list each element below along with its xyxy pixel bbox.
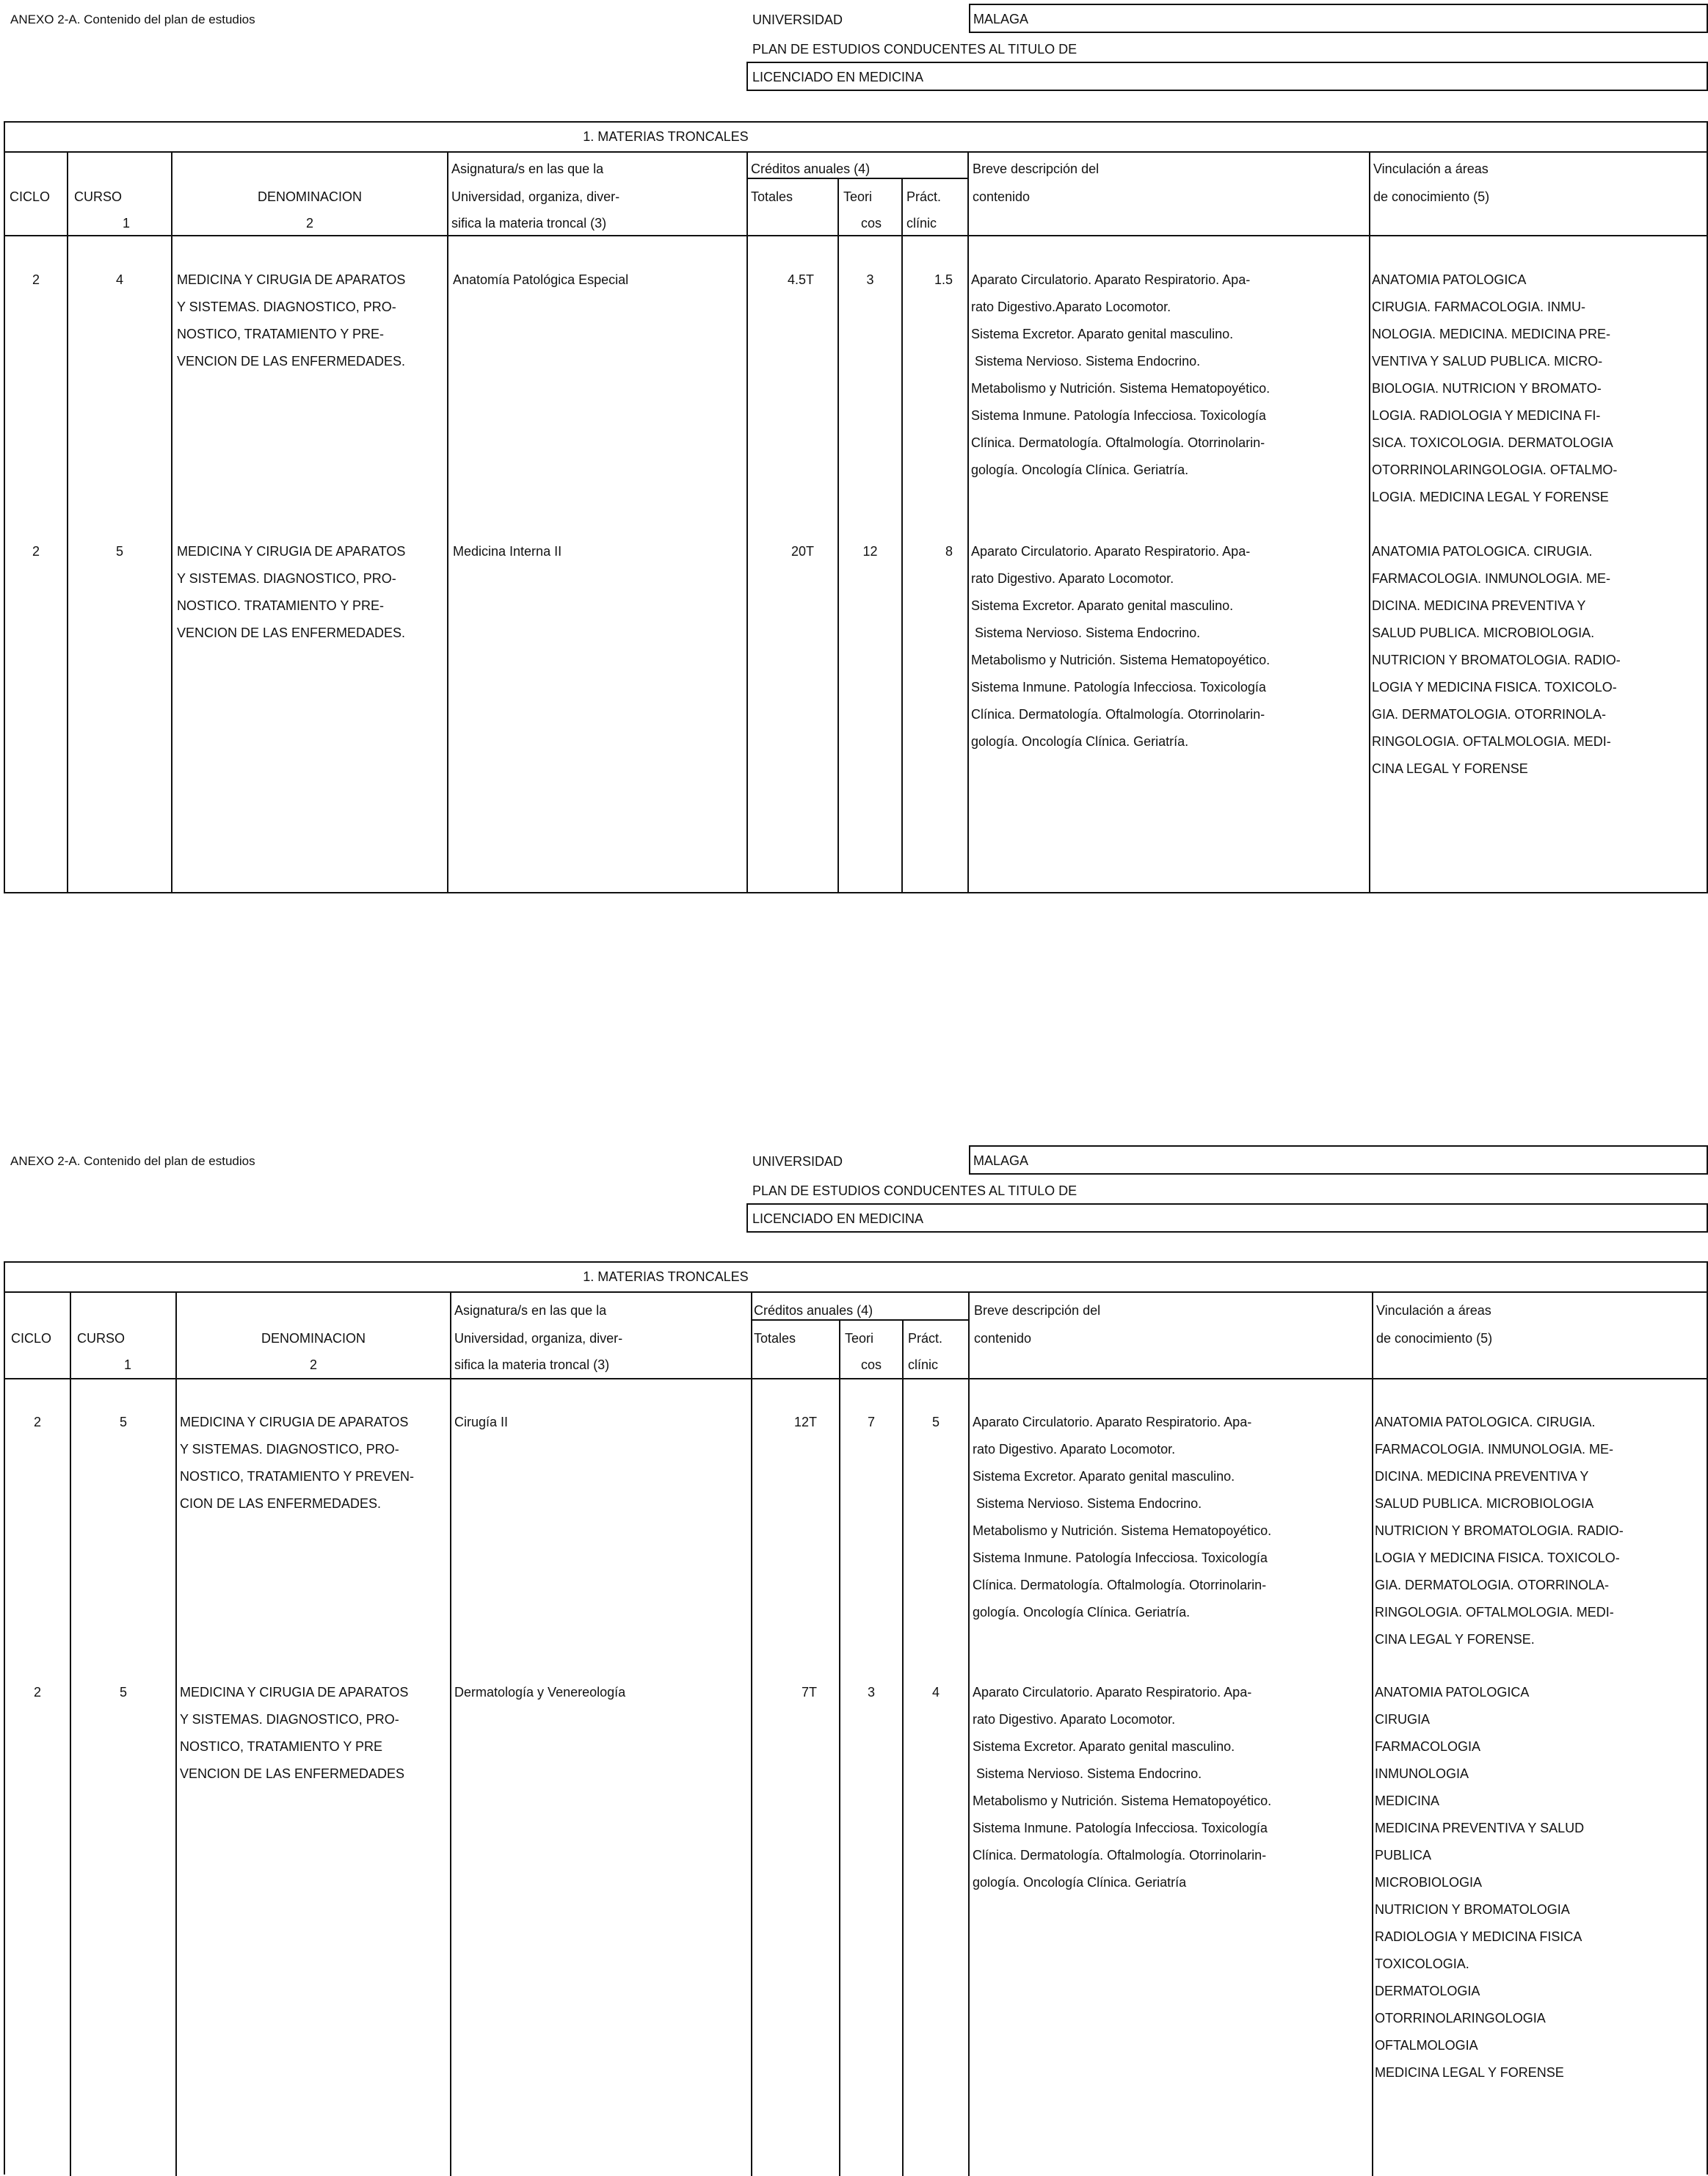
col-rule <box>447 151 448 892</box>
cell-descripcion: Aparato Circulatorio. Aparato Respiratorio. Apa- rato Digestivo. Aparato Locomotor. Sistema Excretor. Aparato genital masculino. Sistema Nervioso. Sistema Endocrino. Metabolismo y Nutrición. Sistema Hematopoyético. Sistema Inmune. Patología Infecciosa. Toxicología Clínica. Dermatología. Oftalmología. Otorrinolarin- gología. Oncología Clínica. Geriatría. <box>971 544 1271 749</box>
col-asig-1: Asignatura/s en las que la <box>451 162 604 176</box>
col-denominacion: DENOMINACION <box>261 1331 366 1346</box>
cell-asignatura: Medicina Interna II <box>453 544 562 559</box>
cell-descripcion: Aparato Circulatorio. Aparato Respiratorio. Apa- rato Digestivo. Aparato Locomotor. Sistema Excretor. Aparato genital masculino. Sistema Nervioso. Sistema Endocrino. Metabolismo y Nutrición. Sistema Hematopoyético. Sistema Inmune. Patología Infecciosa. Toxicología Clínica. Dermatología. Oftalmología. Otorrinolarin- gología. Oncología Clínica. Geriatría. <box>973 1415 1272 1620</box>
col-rule <box>967 151 969 892</box>
col-rule <box>839 1319 840 2176</box>
rule <box>751 1319 970 1321</box>
col-curso-num: 1 <box>124 1357 132 1372</box>
cell-areas: ANATOMIA PATOLOGICA CIRUGIA FARMACOLOGIA INMUNOLOGIA MEDICINA MEDICINA PREVENTIVA Y SALUD PUBLICA MICROBIOLOGIA NUTRICION Y BROMATOLOGIA RADIOLOGIA Y MEDICINA FISICA TOXICOLOGIA. DERMATOLOGIA OTORRINOLARINGOLOGIA OFTALMOLOGIA MEDICINA LEGAL Y FORENSE <box>1375 1685 1585 2080</box>
col-rule <box>67 151 68 892</box>
universidad-box <box>969 4 1708 33</box>
col-totales: Totales <box>754 1331 796 1346</box>
col-ciclo: CICLO <box>11 1331 52 1346</box>
col-denominacion-num: 2 <box>309 1357 317 1372</box>
col-ciclo: CICLO <box>10 189 51 204</box>
troncales-table <box>4 121 1708 893</box>
col-rule <box>902 1319 904 2176</box>
universidad-box <box>969 1145 1708 1175</box>
universidad-label: UNIVERSIDAD <box>752 1154 843 1169</box>
section-title: 1. MATERIAS TRONCALES <box>583 129 749 144</box>
col-vinc-2: de conocimiento (5) <box>1373 189 1490 204</box>
cell-denominacion: MEDICINA Y CIRUGIA DE APARATOS Y SISTEMAS. DIAGNOSTICO, PRO- NOSTICO. TRATAMIENTO Y PRE- VENCION DE LAS ENFERMEDADES. <box>177 544 406 640</box>
cell-asignatura: Cirugía II <box>454 1415 509 1429</box>
col-rule <box>1369 151 1370 892</box>
cell-practicos: 5 <box>931 1415 940 1429</box>
rule <box>5 1378 1707 1379</box>
cell-areas: ANATOMIA PATOLOGICA. CIRUGIA. FARMACOLOGIA. INMUNOLOGIA. ME- DICINA. MEDICINA PREVENTIVA Y SALUD PUBLICA. MICROBIOLOGIA NUTRICION Y BROMATOLOGIA. RADIO- LOGIA Y MEDICINA FISICA. TOXICOLO- GIA. DERMATOLOGIA. OTORRINOLA- RINGOLOGIA. OFTALMOLOGIA. MEDI- CINA LEGAL Y FORENSE. <box>1375 1415 1624 1647</box>
cell-teoricos: 3 <box>866 272 874 287</box>
col-pract-1: Práct. <box>906 189 942 204</box>
rule <box>746 178 969 179</box>
col-breve-2: contenido <box>973 189 1031 204</box>
col-curso: CURSO <box>77 1331 126 1346</box>
cell-ciclo: 2 <box>32 544 40 559</box>
col-asig-2: Universidad, organiza, diver- <box>451 189 620 204</box>
cell-denominacion: MEDICINA Y CIRUGIA DE APARATOS Y SISTEMAS. DIAGNOSTICO, PRO- NOSTICO, TRATAMIENTO Y PRE VENCION DE LAS ENFERMEDADES <box>180 1685 409 1781</box>
cell-practicos: 1.5 <box>934 272 953 287</box>
cell-curso: 5 <box>119 1415 127 1429</box>
col-pract-1: Práct. <box>908 1331 943 1346</box>
col-creditos: Créditos anuales (4) <box>751 162 871 176</box>
col-pract-2: clínic <box>906 216 937 231</box>
col-vinc-1: Vinculación a áreas <box>1376 1303 1491 1318</box>
cell-curso: 5 <box>119 1685 127 1700</box>
col-rule <box>746 151 748 892</box>
plan-box <box>746 62 1708 91</box>
col-rule <box>1372 1291 1373 2176</box>
cell-ciclo: 2 <box>33 1685 41 1700</box>
plan-value: LICENCIADO EN MEDICINA <box>752 70 924 84</box>
col-vinc-2: de conocimiento (5) <box>1376 1331 1493 1346</box>
col-rule <box>450 1291 451 2176</box>
rule <box>5 1291 1707 1293</box>
cell-areas: ANATOMIA PATOLOGICA. CIRUGIA. FARMACOLOGIA. INMUNOLOGIA. ME- DICINA. MEDICINA PREVENTIVA Y SALUD PUBLICA. MICROBIOLOGIA. NUTRICION Y BROMATOLOGIA. RADIO- LOGIA Y MEDICINA FISICA. TOXICOLO- GIA. DERMATOLOGIA. OTORRINOLA- RINGOLOGIA. OFTALMOLOGIA. MEDI- CINA LEGAL Y FORENSE <box>1372 544 1621 776</box>
cell-curso: 4 <box>115 272 123 287</box>
col-denominacion: DENOMINACION <box>257 189 362 204</box>
cell-areas: ANATOMIA PATOLOGICA CIRUGIA. FARMACOLOGIA. INMU- NOLOGIA. MEDICINA. MEDICINA PRE- VENTIVA Y SALUD PUBLICA. MICRO- BIOLOGIA. NUTRICION Y BROMATO- LOGIA. RADIOLOGIA Y MEDICINA FI- SICA. TOXICOLOGIA. DERMATOLOGIA OTORRINOLARINGOLOGIA. OFTALMO- LOGIA. MEDICINA LEGAL Y FORENSE <box>1372 272 1618 504</box>
universidad-value: MALAGA <box>973 1153 1029 1168</box>
plan-label: PLAN DE ESTUDIOS CONDUCENTES AL TITULO DE <box>752 42 1078 57</box>
cell-practicos: 4 <box>931 1685 940 1700</box>
col-pract-2: clínic <box>908 1357 939 1372</box>
col-teori-2: cos <box>861 1357 882 1372</box>
plan-box <box>746 1203 1708 1233</box>
cell-practicos: 8 <box>945 544 953 559</box>
col-asig-2: Universidad, organiza, diver- <box>454 1331 623 1346</box>
col-teori-1: Teori <box>845 1331 874 1346</box>
cell-teoricos: 7 <box>867 1415 875 1429</box>
col-breve-1: Breve descripción del <box>974 1303 1101 1318</box>
universidad-value: MALAGA <box>973 12 1029 26</box>
cell-curso: 5 <box>115 544 123 559</box>
cell-teoricos: 12 <box>862 544 878 559</box>
col-curso-num: 1 <box>123 216 131 231</box>
col-vinc-1: Vinculación a áreas <box>1373 162 1489 176</box>
col-teori-2: cos <box>861 216 882 231</box>
cell-totales: 4.5T <box>787 272 814 287</box>
col-totales: Totales <box>751 189 793 204</box>
plan-value: LICENCIADO EN MEDICINA <box>752 1211 924 1226</box>
col-rule <box>171 151 172 892</box>
annex-title: ANEXO 2-A. Contenido del plan de estudios <box>10 12 255 26</box>
cell-descripcion: Aparato Circulatorio. Aparato Respiratorio. Apa- rato Digestivo. Aparato Locomotor. Sistema Excretor. Aparato genital masculino. Sistema Nervioso. Sistema Endocrino. Metabolismo y Nutrición. Sistema Hematopoyético. Sistema Inmune. Patología Infecciosa. Toxicología Clínica. Dermatología. Oftalmología. Otorrinolarin- gología. Oncología Clínica. Geriatría <box>973 1685 1272 1890</box>
annex-title: ANEXO 2-A. Contenido del plan de estudios <box>10 1154 255 1168</box>
cell-totales: 7T <box>801 1685 817 1700</box>
col-breve-2: contenido <box>974 1331 1032 1346</box>
cell-totales: 12T <box>793 1415 817 1429</box>
cell-teoricos: 3 <box>867 1685 875 1700</box>
col-rule <box>175 1291 177 2176</box>
cell-denominacion: MEDICINA Y CIRUGIA DE APARATOS Y SISTEMAS. DIAGNOSTICO, PRO- NOSTICO, TRATAMIENTO Y PRE- VENCION DE LAS ENFERMEDADES. <box>177 272 406 369</box>
rule <box>5 235 1707 236</box>
col-asig-3: sifica la materia troncal (3) <box>451 216 607 231</box>
col-asig-3: sifica la materia troncal (3) <box>454 1357 610 1372</box>
col-creditos: Créditos anuales (4) <box>754 1303 873 1318</box>
universidad-label: UNIVERSIDAD <box>752 12 843 27</box>
cell-descripcion: Aparato Circulatorio. Aparato Respiratorio. Apa- rato Digestivo.Aparato Locomotor. Sistema Excretor. Aparato genital masculino. Sistema Nervioso. Sistema Endocrino. Metabolismo y Nutrición. Sistema Hematopoyético. Sistema Inmune. Patología Infecciosa. Toxicología Clínica. Dermatología. Oftalmología. Otorrinolarin- gología. Oncología Clínica. Geriatría. <box>971 272 1271 477</box>
troncales-table <box>4 1261 1708 2175</box>
col-breve-1: Breve descripción del <box>973 162 1100 176</box>
section-title: 1. MATERIAS TRONCALES <box>583 1269 749 1284</box>
col-curso: CURSO <box>74 189 123 204</box>
col-teori-1: Teori <box>843 189 873 204</box>
col-denominacion-num: 2 <box>305 216 313 231</box>
cell-denominacion: MEDICINA Y CIRUGIA DE APARATOS Y SISTEMAS. DIAGNOSTICO, PRO- NOSTICO, TRATAMIENTO Y PREVEN- CION DE LAS ENFERMEDADES. <box>180 1415 415 1511</box>
cell-totales: 20T <box>791 544 814 559</box>
cell-ciclo: 2 <box>33 1415 41 1429</box>
cell-asignatura: Dermatología y Venereología <box>454 1685 626 1700</box>
plan-label: PLAN DE ESTUDIOS CONDUCENTES AL TITULO DE <box>752 1183 1078 1198</box>
col-rule <box>968 1291 970 2176</box>
rule <box>5 151 1707 153</box>
cell-asignatura: Anatomía Patológica Especial <box>453 272 629 287</box>
cell-ciclo: 2 <box>32 272 40 287</box>
col-asig-1: Asignatura/s en las que la <box>454 1303 607 1318</box>
